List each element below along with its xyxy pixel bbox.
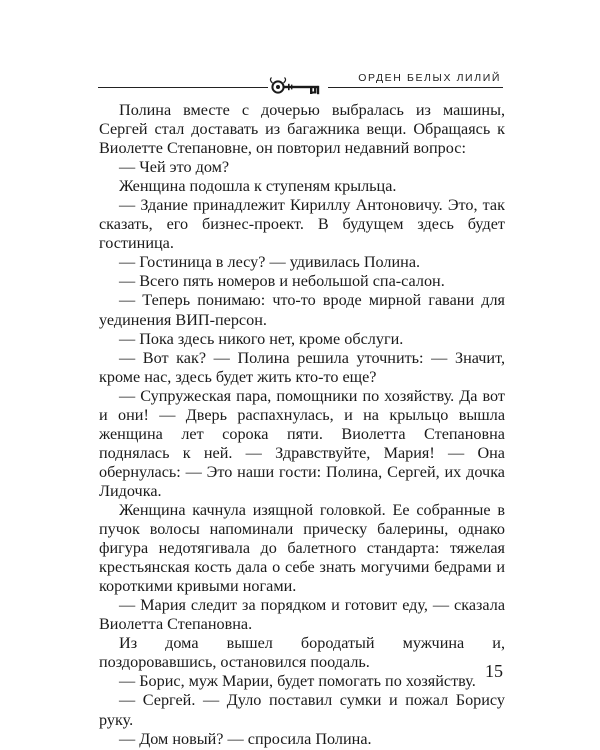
running-title: ОРДЕН БЕЛЫХ ЛИЛИЙ (358, 72, 501, 84)
paragraph: — Мария следит за порядком и готовит еду, — сказала Виолетта Степановна. (99, 596, 505, 634)
paragraph: — Вот как? — Полина решила уточнить: — Значит, кроме нас, здесь будет жить кто-то еще? (99, 348, 505, 386)
paragraph: — Пока здесь никого нет, кроме обслуги. (119, 329, 404, 348)
paragraph: — Теперь понимаю: что-то вроде мирной гавани для уединения ВИП-персон. (99, 291, 505, 329)
paragraph: Женщина качнула изящной головкой. Ее собранные в пучок волосы напоминали прическу балерины, однако фигура недотягивала до балетного стандарта: тяжелая крестьянская кость дала о себе знать могучими бедрами и короткими кривыми ногами. (99, 500, 505, 596)
paragraph: — Сергей. — Дуло поставил сумки и пожал Борису руку. (99, 691, 505, 729)
paragraph: — Дом новый? — спросила Полина. (119, 729, 372, 748)
paragraph: — Гостиница в лесу? — удивилась Полина. (119, 253, 421, 272)
paragraph: Полина вместе с дочерью выбралась из машины, Сергей стал доставать из багажника вещи. Обращаясь к Виолетте Степановне, он повторил недавний вопрос: (99, 101, 505, 158)
body-text (99, 101, 505, 749)
paragraph: — Чей это дом? (119, 158, 230, 177)
page-header (98, 66, 503, 96)
page-number: 15 (485, 661, 503, 681)
paragraph: — Здание принадлежит Кириллу Антоновичу. Это, так сказать, его бизнес-проект. В будущем здесь будет гостиница. (99, 196, 505, 253)
paragraph: Из дома вышел бородатый мужчина и, поздоровавшись, остановился поодаль. (99, 634, 505, 672)
paragraph: — Борис, муж Марии, будет помогать по хозяйству. (119, 672, 476, 691)
paragraph: Женщина подошла к ступеням крыльца. (119, 177, 397, 196)
paragraph: — Всего пять номеров и небольшой спа-салон. (119, 272, 445, 291)
key-icon (268, 76, 328, 98)
paragraph: — Супружеская пара, помощники по хозяйству. Да вот и они! — Дверь распахнулась, и на крыльцо вышла женщина лет сорока пяти. Виолетта Степановна поднялась к ней. — Здравствуйте, Мария! — Она обернулась: — Это наши гости: Полина, Сергей, их дочка Лидочка. (99, 386, 505, 500)
